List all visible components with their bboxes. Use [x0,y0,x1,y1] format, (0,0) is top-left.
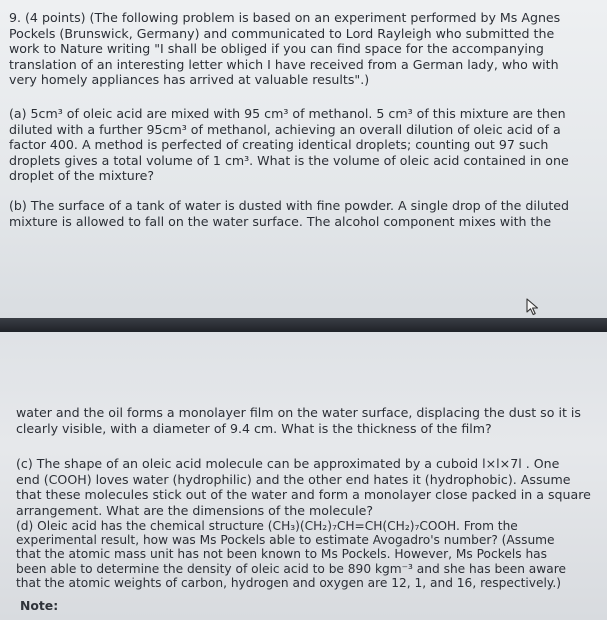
text-line: very homely appliances has arrived at valuable results".) [9,72,370,88]
part-d [16,519,601,590]
text-line: experimental result, how was Ms Pockels able to estimate Avogadro's number? (Assume [16,533,555,548]
text-line: Pockels (Brunswick, Germany) and communicated to Lord Rayleigh who submitted the [9,25,555,41]
text-line: droplets gives a total volume of 1 cm³. What is the volume of oleic acid contained in one [9,152,569,168]
text-line: mixture is allowed to fall on the water surface. The alcohol component mixes with the [9,213,552,229]
mouse-pointer-icon [526,298,540,318]
text-line: that the atomic weights of carbon, hydrogen and oxygen are 12, 1, and 16, respectively.) [16,575,561,590]
text-line: (b) The surface of a tank of water is dusted with fine powder. A single drop of the diluted [9,198,570,213]
note-label: Note: [20,598,59,613]
text-line: that the atomic mass unit has not been known to Ms Pockels. However, Ms Pockels has [16,547,547,562]
text-line: droplet of the mixture? [9,168,155,184]
text-line: been able to determine the density of oleic acid to be 890 kgm⁻³ and she has been aware [16,561,566,576]
part-a [9,106,594,184]
page-divider [0,318,607,332]
part-c [16,456,601,518]
part-b-start [9,198,594,229]
text-line: arrangement. What are the dimensions of the molecule? [16,502,374,518]
text-line: that these molecules stick out of the water and form a monolayer close packed in a square [16,487,591,503]
text-line: work to Nature writing "I shall be obliged if you can find space for the accompanying [9,41,544,57]
text-line: factor 400. A method is perfected of creating identical droplets; counting out 97 such [9,137,549,153]
text-line: (a) 5cm³ of oleic acid are mixed with 95 cm³ of methanol. 5 cm³ of this mixture are then [9,106,566,121]
text-line: diluted with a further 95cm³ of methanol, achieving an overall dilution of oleic acid of a [9,121,561,137]
text-line: water and the oil forms a monolayer film on the water surface, displacing the dust so it is [16,405,581,420]
text-line: clearly visible, with a diameter of 9.4 cm. What is the thickness of the film? [16,420,492,436]
text-line: translation of an interesting letter which I have received from a German lady, who with [9,56,559,72]
text-line: (c) The shape of an oleic acid molecule can be approximated by a cuboid l×l×7l . One [16,456,560,471]
lower-page-section [0,332,607,620]
text-line: end (COOH) loves water (hydrophilic) and the other end hates it (hydrophobic). Assume [16,471,571,487]
text-line: 9. (4 points) (The following problem is based on an experiment performed by Ms Agnes [9,10,561,25]
text-line: (d) Oleic acid has the chemical structure (CH₃)(CH₂)₇CH=CH(CH₂)₇COOH. From the [16,519,518,533]
part-b-continued [16,405,601,436]
question-intro [9,10,594,88]
